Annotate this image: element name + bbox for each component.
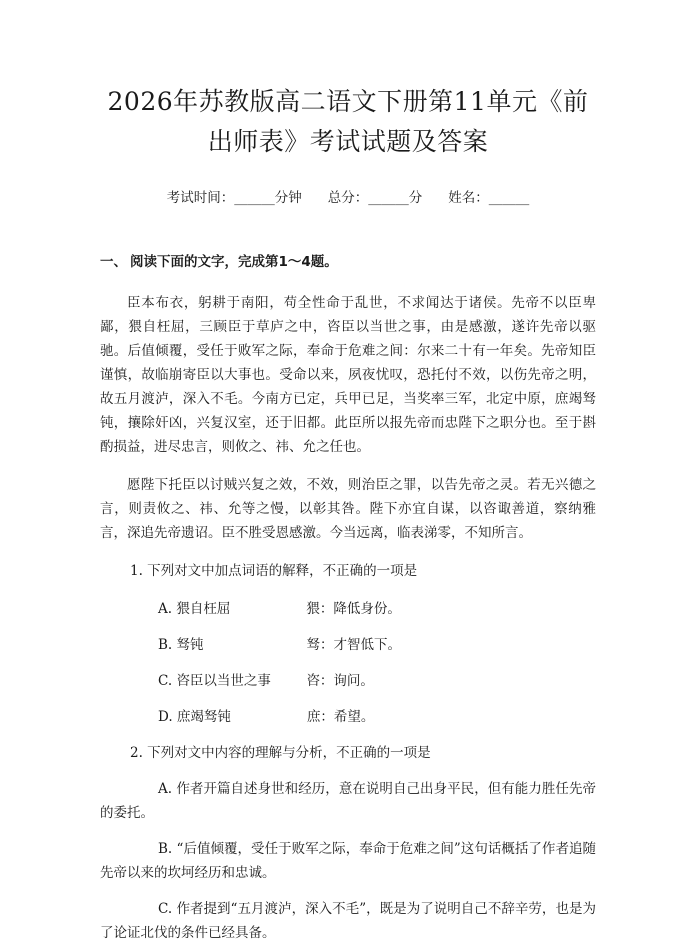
question-2-option-b: B. “后值倾覆，受任于败军之际，奉命于危难之间”这句话概括了作者追随先帝以来的坎坷经历和忠诚。	[100, 841, 596, 881]
student-name: 姓名：______	[448, 190, 530, 206]
exam-score: 总分：______分	[327, 190, 423, 206]
question-2-option-c: C. 作者提到“五月渡泸，深入不毛”，既是为了说明自己不辞辛劳，也是为了论证北伐的条件已经具备。	[100, 901, 596, 941]
question-1-option-c: C. 咨臣以当世之事 咨：询问。	[158, 673, 374, 689]
question-2-stem: 2. 下列对文中内容的理解与分析，不正确的一项是	[130, 745, 431, 761]
exam-time: 考试时间：______分钟	[166, 190, 302, 206]
section-instruction: 阅读下面的文字，完成第1～4题。	[130, 254, 338, 270]
section-heading	[100, 252, 596, 272]
question-1-option-b: B. 驽钝 驽：才智低下。	[158, 637, 402, 653]
section-number: 一、	[100, 254, 127, 270]
question-1-stem: 1. 下列对文中加点词语的解释，不正确的一项是	[130, 563, 418, 579]
exam-meta	[100, 188, 596, 208]
question-2-option-a: A. 作者开篇自述身世和经历，意在说明自己出身平民，但有能力胜任先帝的委托。	[100, 781, 596, 821]
exam-title: 2026年苏教版高二语文下册第11单元《前出师表》考试试题及答案	[107, 87, 589, 156]
question-1-option-d: D. 庶竭驽钝 庶：希望。	[158, 709, 375, 725]
passage-paragraph-1: 臣本布衣，躬耕于南阳，苟全性命于乱世，不求闻达于诸侯。先帝不以臣卑鄙，猥自枉屈，三顾臣于草庐之中，咨臣以当世之事，由是感激，遂许先帝以驱驰。后值倾覆，受任于败军之际，奉命于危难之间：尔来二十有一年矣。先帝知臣谨慎，故临崩寄臣以大事也。受命以来，夙夜忧叹，恐托付不效，以伤先帝之明，故五月渡泸，深入不毛。今南方已定，兵甲已足，当奖率三军，北定中原，庶竭驽钝，攘除奸凶，兴复汉室，还于旧都。此臣所以报先帝而忠陛下之职分也。至于斟酌损益，进尽忠言，则攸之、祎、允之任也。	[100, 295, 596, 455]
question-1-option-a: A. 猥自枉屈 猥：降低身份。	[158, 601, 401, 617]
passage-paragraph-2: 愿陛下托臣以讨贼兴复之效，不效，则治臣之罪，以告先帝之灵。若无兴德之言，则责攸之、祎、允等之慢，以彰其咎。陛下亦宜自谋，以咨诹善道，察纳雅言，深追先帝遗诏。臣不胜受恩感激。今当远离，临表涕零，不知所言。	[100, 477, 596, 541]
